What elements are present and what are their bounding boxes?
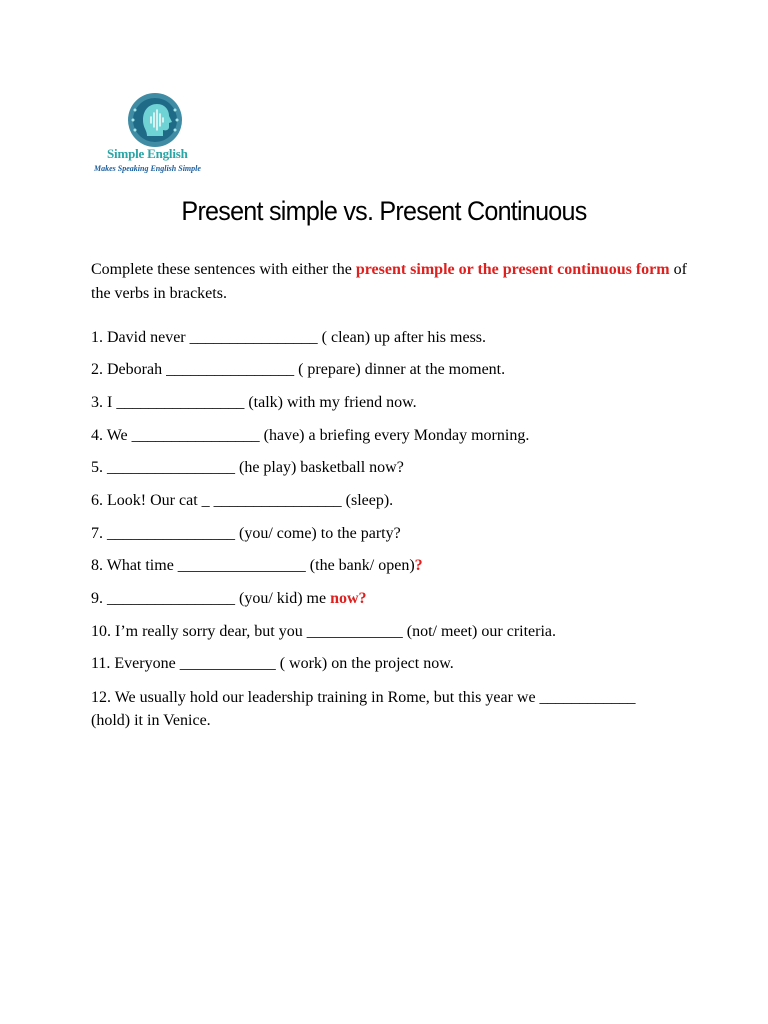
- question-11: 11. Everyone ____________ ( work) on the project now.: [91, 655, 454, 672]
- logo: [90, 88, 226, 180]
- question-9-text: 9. ________________ (you/ kid) me: [91, 590, 331, 607]
- question-10: 10. I’m really sorry dear, but you ____________ (not/ meet) our criteria.: [91, 623, 557, 640]
- page-title: Present simple vs. Present Continuous: [181, 196, 587, 226]
- question-9-emphasis: now?: [330, 590, 367, 607]
- question-8: [91, 556, 691, 576]
- question-8-mark: ?: [414, 557, 423, 574]
- question-9: [91, 589, 691, 609]
- instructions-highlight: present simple or the present continuous form: [355, 261, 670, 278]
- question-7: 7. ________________ (you/ come) to the party?: [91, 525, 401, 542]
- question-1: 1. David never ________________ ( clean) up after his mess.: [91, 329, 487, 346]
- brand-tagline: Makes Speaking English Simple: [94, 164, 201, 173]
- question-5: 5. ________________ (he play) basketball now?: [91, 459, 404, 476]
- instructions-text: Complete these sentences with either the: [91, 261, 356, 278]
- instructions-text-end: of the verbs in brackets.: [91, 261, 687, 302]
- head-soundwave-icon: [127, 92, 183, 148]
- brand-name: Simple English: [107, 146, 188, 161]
- question-4: 4. We ________________ (have) a briefing every Monday morning.: [91, 427, 530, 444]
- question-3: 3. I ________________ (talk) with my friend now.: [91, 394, 417, 411]
- instructions: [91, 258, 691, 306]
- question-8-text: 8. What time ________________ (the bank/ open): [91, 557, 415, 574]
- question-2: 2. Deborah ________________ ( prepare) dinner at the moment.: [91, 361, 506, 378]
- question-12: 12. We usually hold our leadership training in Rome, but this year we ____________ (hold) it in Venice.: [91, 689, 636, 729]
- question-6: 6. Look! Our cat _ ________________ (sleep).: [91, 492, 394, 509]
